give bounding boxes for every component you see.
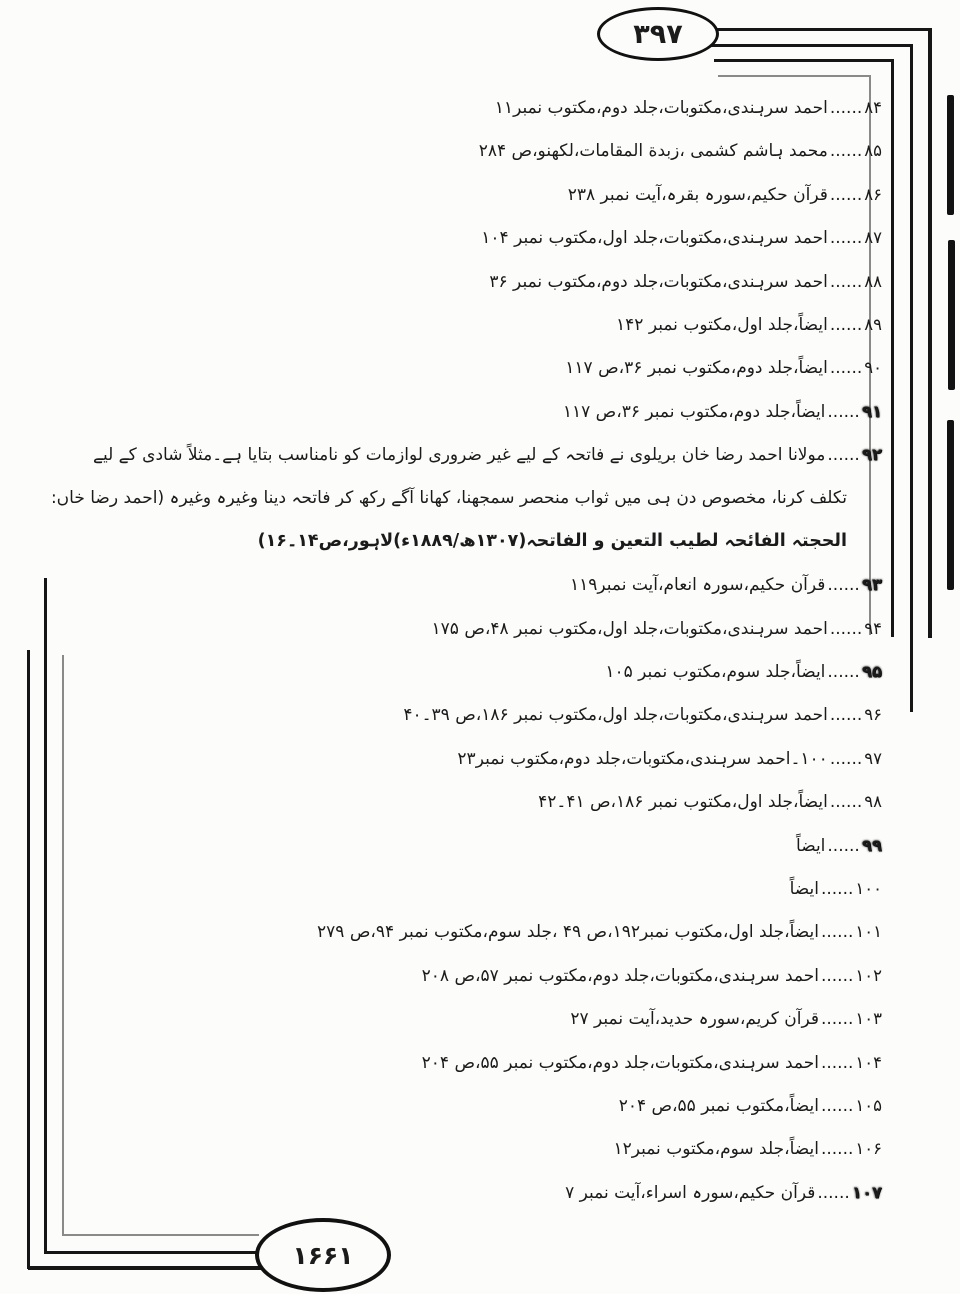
- leader-dots: ......: [817, 1182, 850, 1203]
- entry-text: محمد ہاشم کشمی ،زبدة المقامات،لکھنو،ص ۲۸۴: [478, 141, 828, 162]
- reference-entry: [58, 910, 882, 953]
- entry-text: ۱۰۰۔احمد سرہندی،مکتوبات،جلد دوم،مکتوب نمبر۲۳: [457, 748, 828, 769]
- reference-entry: [58, 954, 882, 997]
- entry-number: ۱۰۳: [855, 1009, 882, 1029]
- entry-text: تکلف کرنا، مخصوص دن ہی میں ثواب منحصر سمجھنا، کھانا آگے رکھ کر فاتحہ دینا وغیرہ وغیرہ (احمد رضا خاں:: [50, 487, 847, 508]
- reference-entry: [58, 780, 882, 823]
- border-top-line-inner: [714, 59, 894, 62]
- entry-text: الحجتہ الفائحہ لطیب التعین و الفاتحہ(۱۳۰۷ھ/۱۸۸۹ء)لاہور،ص۱۴۔۱۶): [257, 530, 847, 551]
- leader-dots: ......: [827, 835, 860, 856]
- scan-artifact: [948, 240, 955, 390]
- reference-entry: [58, 1171, 882, 1214]
- page-number-top: ۳۹۷: [633, 18, 683, 50]
- entry-number: ۸۸: [864, 271, 882, 291]
- reference-entry: [58, 129, 882, 172]
- leader-dots: ......: [829, 314, 863, 335]
- entry-number: ۹۵: [861, 662, 882, 682]
- reference-entry: [58, 303, 882, 346]
- entry-number: ۸۴: [864, 98, 882, 117]
- entry-number: ۹۲: [861, 445, 882, 465]
- reference-entry: [58, 563, 882, 606]
- border-right-line-middle: [910, 44, 913, 712]
- reference-entry: [58, 260, 882, 303]
- entry-number: ۱۰۴: [855, 1052, 882, 1072]
- leader-dots: ......: [827, 401, 860, 422]
- entry-text: قرآن حکیم،سورہ اسراء،آیت نمبر ۷: [565, 1182, 816, 1203]
- reference-entry: [58, 997, 882, 1040]
- entry-number: ۹۰: [864, 358, 882, 378]
- reference-entry: [58, 346, 882, 389]
- reference-entry: [58, 1041, 882, 1084]
- reference-entry: [58, 86, 882, 129]
- entry-number: ۱۰۷: [851, 1182, 882, 1202]
- entry-number: ۹۶: [864, 705, 882, 725]
- leader-dots: ......: [829, 792, 863, 813]
- entry-text: قرآن کریم،سورہ حدید،آیت نمبر ۲۷: [570, 1009, 819, 1030]
- border-top-line-outer: [706, 28, 932, 31]
- entry-number: ۱۰۵: [855, 1095, 882, 1115]
- leader-dots: ......: [820, 1095, 854, 1116]
- entry-number: ۹۴: [864, 618, 882, 638]
- entry-text: ایضاً،جلد سوم،مکتوب نمبر۱۲: [613, 1139, 819, 1160]
- entry-number: ۱۰۲: [855, 965, 882, 985]
- paragraph-line: [50, 477, 882, 520]
- entry-text: احمد سرہندی،مکتوبات،جلد دوم،مکتوب نمبر ۳۶: [489, 271, 828, 292]
- border-top-line-faint: [718, 75, 870, 77]
- entry-text: مولانا احمد رضا خان بریلوی نے فاتحہ کے لیے غیر ضروری لوازمات کو نامناسب بتایا ہے۔مثلاً شادی کے لیے: [93, 445, 826, 466]
- entry-text: ایضاً،جلد اول،مکتوب نمبر۱۹۲،ص ۴۹ ،جلد سوم،مکتوب نمبر ۹۴،ص ۲۷۹: [317, 922, 819, 943]
- border-left-line-outer: [27, 650, 30, 1269]
- entry-text: ایضاً،جلد سوم،مکتوب نمبر ۱۰۵: [605, 662, 826, 683]
- page-number-bottom: ۱۶۶۱: [292, 1240, 354, 1270]
- entry-number: ۹۹: [861, 835, 882, 855]
- page-number-bottom-oval: [255, 1218, 391, 1292]
- border-left-line-middle: [44, 578, 47, 1254]
- entry-number: ۱۰۶: [855, 1139, 882, 1159]
- reference-entry: [58, 1127, 882, 1170]
- reference-list: [50, 86, 882, 1214]
- entry-number: ۸۵: [864, 141, 882, 161]
- entry-text: ایضاً،جلد اول،مکتوب نمبر ۱۴۲: [616, 314, 828, 335]
- reference-entry: [58, 216, 882, 259]
- entry-text: احمد سرہندی،مکتوبات،جلد اول،مکتوب نمبر ۱۰۴: [481, 228, 828, 249]
- entry-number: ۹۸: [864, 792, 882, 812]
- reference-entry: [58, 173, 882, 216]
- entry-text: ایضاً،جلد دوم،مکتوب نمبر ۳۶،ص ۱۱۷: [562, 401, 826, 422]
- leader-dots: ......: [829, 748, 863, 769]
- reference-entry: [58, 1084, 882, 1127]
- scan-artifact: [947, 420, 954, 590]
- leader-dots: ......: [829, 705, 863, 726]
- border-bottom-line-faint: [63, 1234, 259, 1236]
- reference-entry: [58, 824, 882, 867]
- leader-dots: ......: [820, 1139, 854, 1160]
- entry-number: ۹۳: [861, 575, 882, 595]
- leader-dots: ......: [820, 1009, 854, 1030]
- reference-entry: [58, 650, 882, 693]
- entry-text: احمد سرہندی،مکتوبات،جلد دوم،مکتوب نمبر۱۱: [494, 98, 828, 118]
- entry-text: ایضاً،مکتوب نمبر ۵۵،ص ۲۰۴: [618, 1095, 819, 1116]
- leader-dots: ......: [829, 271, 863, 292]
- entry-number: ۸۶: [864, 184, 882, 204]
- entry-text: احمد سرہندی،مکتوبات،جلد اول،مکتوب نمبر ۱۸۶،ص ۳۹۔۴۰: [403, 705, 828, 726]
- entry-text: احمد سرہندی،مکتوبات،جلد دوم،مکتوب نمبر ۵۷،ص ۲۰۸: [421, 965, 819, 986]
- leader-dots: ......: [827, 575, 860, 596]
- leader-dots: ......: [829, 228, 863, 249]
- scan-artifact: [947, 95, 954, 215]
- leader-dots: ......: [829, 141, 863, 162]
- leader-dots: ......: [829, 98, 863, 118]
- entry-text: قرآن حکیم،سورہ انعام،آیت نمبر۱۱۹: [569, 575, 826, 596]
- entry-number: ۸۹: [864, 314, 882, 334]
- reference-entry: [58, 390, 882, 433]
- entry-number: ۹۷: [864, 748, 882, 768]
- entry-number: ۹۱: [861, 401, 882, 421]
- paragraph-line: [58, 433, 882, 476]
- entry-text: احمد سرہندی،مکتوبات،جلد دوم،مکتوب نمبر ۵۵،ص ۲۰۴: [421, 1052, 819, 1073]
- reference-entry: [58, 867, 882, 910]
- paragraph-line-arabic-title: [58, 520, 882, 563]
- entry-text: قرآن حکیم،سورہ بقرہ،آیت نمبر ۲۳۸: [567, 184, 828, 205]
- entry-number: ۱۰۰: [855, 879, 882, 899]
- reference-entry: [58, 607, 882, 650]
- leader-dots: ......: [820, 879, 854, 900]
- entry-number: ۸۷: [864, 228, 882, 248]
- page-number-top-oval: [597, 7, 719, 61]
- reference-entry-paragraph: [50, 433, 882, 563]
- leader-dots: ......: [829, 184, 863, 205]
- leader-dots: ......: [827, 445, 860, 466]
- leader-dots: ......: [820, 965, 854, 986]
- entry-text: ایضاً: [789, 879, 819, 900]
- border-bottom-line-middle: [45, 1251, 258, 1254]
- entry-text: ایضاً،جلد دوم،مکتوب نمبر ۳۶،ص ۱۱۷: [565, 358, 828, 379]
- leader-dots: ......: [827, 662, 860, 683]
- entry-text: ایضاً،جلد اول،مکتوب نمبر ۱۸۶،ص ۴۱۔۴۲: [538, 792, 828, 813]
- leader-dots: ......: [820, 922, 854, 943]
- border-top-line-middle: [710, 44, 913, 47]
- leader-dots: ......: [829, 618, 863, 639]
- entry-text: احمد سرہندی،مکتوبات،جلد اول،مکتوب نمبر ۴۸،ص ۱۷۵: [431, 618, 828, 639]
- entry-number: ۱۰۱: [855, 922, 882, 942]
- leader-dots: ......: [820, 1052, 854, 1073]
- entry-text: ایضاً: [796, 835, 826, 856]
- leader-dots: ......: [829, 358, 863, 379]
- reference-entry: [58, 737, 882, 780]
- border-right-line-inner: [891, 59, 894, 637]
- reference-entry: [58, 693, 882, 736]
- border-right-line-outer: [928, 28, 932, 638]
